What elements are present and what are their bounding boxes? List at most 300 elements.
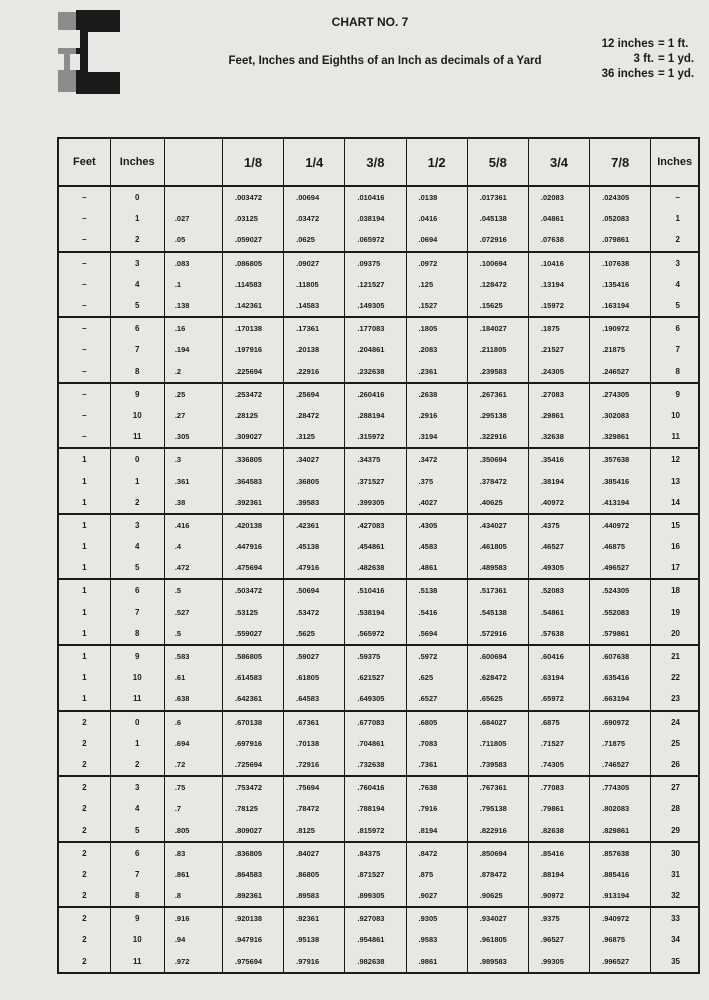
inches-cell: 3 [110, 776, 164, 798]
seven-eighths-cell: .024305 [590, 186, 651, 208]
three-eighths-cell: .538194 [345, 602, 406, 623]
three-quarters-cell: .38194 [528, 470, 589, 491]
seven-eighths-cell: .996527 [590, 951, 651, 973]
feet-cell: 1 [58, 536, 110, 557]
feet-cell: – [58, 426, 110, 448]
inch-decimal-cell: .3 [164, 448, 222, 470]
quarter-cell: .42361 [284, 514, 345, 536]
three-eighths-cell: .621527 [345, 667, 406, 688]
seven-eighths-cell: .21875 [590, 339, 651, 360]
inch-decimal-cell: .2 [164, 361, 222, 383]
inch-decimal-cell: .05 [164, 229, 222, 251]
three-eighths-cell: .038194 [345, 208, 406, 229]
half-cell: .7916 [406, 798, 467, 819]
three-eighths-cell: .510416 [345, 579, 406, 601]
feet-cell: 2 [58, 754, 110, 776]
three-eighths-cell: .954861 [345, 929, 406, 950]
total-inches-cell: 10 [651, 405, 699, 426]
five-eighths-cell: .739583 [467, 754, 528, 776]
quarter-cell: .14583 [284, 295, 345, 317]
total-inches-cell: 29 [651, 819, 699, 841]
inch-decimal-cell: .83 [164, 842, 222, 864]
seven-eighths-cell: .690972 [590, 711, 651, 733]
three-eighths-cell: .760416 [345, 776, 406, 798]
total-inches-cell: 28 [651, 798, 699, 819]
feet-cell: – [58, 229, 110, 251]
table-row [58, 557, 699, 579]
five-eighths-cell: .90625 [467, 885, 528, 907]
inch-decimal-cell: .5 [164, 579, 222, 601]
total-inches-cell: 9 [651, 383, 699, 405]
conversion-right: = 1 ft. [658, 38, 689, 50]
half-cell: .2361 [406, 361, 467, 383]
table-row [58, 405, 699, 426]
inch-decimal-cell: .6 [164, 711, 222, 733]
decimal-yard-table [57, 137, 700, 974]
conversion-left: 36 inches [601, 68, 654, 80]
conversion-right: = 1 yd. [658, 68, 695, 80]
eighth-cell: .03125 [222, 208, 283, 229]
five-eighths-cell: .239583 [467, 361, 528, 383]
five-eighths-cell: .517361 [467, 579, 528, 601]
inches-cell: 0 [110, 448, 164, 470]
eighth-cell: .086805 [222, 252, 283, 274]
seven-eighths-cell: .413194 [590, 492, 651, 514]
feet-cell: 2 [58, 842, 110, 864]
five-eighths-cell: .072916 [467, 229, 528, 251]
total-inches-cell: 18 [651, 579, 699, 601]
eighth-cell: .253472 [222, 383, 283, 405]
table-row [58, 579, 699, 601]
half-cell: .6527 [406, 688, 467, 710]
table-row [58, 602, 699, 623]
inch-decimal-cell: .25 [164, 383, 222, 405]
three-eighths-cell: .815972 [345, 819, 406, 841]
seven-eighths-cell: .246527 [590, 361, 651, 383]
seven-eighths-cell: .885416 [590, 864, 651, 885]
inch-decimal-cell: .61 [164, 667, 222, 688]
three-quarters-cell: .57638 [528, 623, 589, 645]
eighth-cell: .614583 [222, 667, 283, 688]
seven-eighths-cell: .607638 [590, 645, 651, 667]
quarter-cell: .89583 [284, 885, 345, 907]
seven-eighths-cell: .163194 [590, 295, 651, 317]
conversion-row [594, 37, 708, 52]
table-row [58, 295, 699, 317]
three-eighths-cell: .982638 [345, 951, 406, 973]
seven-eighths-cell: .829861 [590, 819, 651, 841]
three-quarters-cell: .40972 [528, 492, 589, 514]
header-seven-eighths: 7/8 [590, 138, 651, 186]
quarter-cell: .03472 [284, 208, 345, 229]
feet-cell: – [58, 361, 110, 383]
conversion-left: 3 ft. [633, 53, 654, 65]
table-body [58, 186, 699, 973]
eighth-cell: .336805 [222, 448, 283, 470]
table-row [58, 885, 699, 907]
quarter-cell: .59027 [284, 645, 345, 667]
inches-cell: 3 [110, 514, 164, 536]
total-inches-cell: 22 [651, 667, 699, 688]
total-inches-cell: 2 [651, 229, 699, 251]
seven-eighths-cell: .107638 [590, 252, 651, 274]
feet-cell: 2 [58, 819, 110, 841]
eighth-cell: .725694 [222, 754, 283, 776]
half-cell: .4027 [406, 492, 467, 514]
eighth-cell: .364583 [222, 470, 283, 491]
three-quarters-cell: .90972 [528, 885, 589, 907]
five-eighths-cell: .934027 [467, 907, 528, 929]
inch-decimal-cell: .38 [164, 492, 222, 514]
three-quarters-cell: .15972 [528, 295, 589, 317]
inches-cell: 6 [110, 842, 164, 864]
eighth-cell: .642361 [222, 688, 283, 710]
total-inches-cell: 13 [651, 470, 699, 491]
seven-eighths-cell: .440972 [590, 514, 651, 536]
inches-cell: 11 [110, 426, 164, 448]
half-cell: .0138 [406, 186, 467, 208]
half-cell: .625 [406, 667, 467, 688]
total-inches-cell: 3 [651, 252, 699, 274]
half-cell: .5972 [406, 645, 467, 667]
eighth-cell: .753472 [222, 776, 283, 798]
half-cell: .1805 [406, 317, 467, 339]
header-one-half: 1/2 [406, 138, 467, 186]
three-eighths-cell: .427083 [345, 514, 406, 536]
three-quarters-cell: .79861 [528, 798, 589, 819]
quarter-cell: .92361 [284, 907, 345, 929]
inches-cell: 4 [110, 536, 164, 557]
inch-decimal-cell: .75 [164, 776, 222, 798]
five-eighths-cell: .100694 [467, 252, 528, 274]
half-cell: .9583 [406, 929, 467, 950]
three-eighths-cell: .84375 [345, 842, 406, 864]
header-blank [164, 138, 222, 186]
three-quarters-cell: .46527 [528, 536, 589, 557]
inches-cell: 10 [110, 929, 164, 950]
table-row [58, 688, 699, 710]
five-eighths-cell: .461805 [467, 536, 528, 557]
seven-eighths-cell: .635416 [590, 667, 651, 688]
eighth-cell: .392361 [222, 492, 283, 514]
inches-cell: 7 [110, 864, 164, 885]
five-eighths-cell: .989583 [467, 951, 528, 973]
inch-decimal-cell [164, 186, 222, 208]
total-inches-cell: 14 [651, 492, 699, 514]
quarter-cell: .61805 [284, 667, 345, 688]
quarter-cell: .5625 [284, 623, 345, 645]
inches-cell: 11 [110, 951, 164, 973]
three-quarters-cell: .6875 [528, 711, 589, 733]
eighth-cell: .197916 [222, 339, 283, 360]
three-quarters-cell: .77083 [528, 776, 589, 798]
inches-cell: 8 [110, 361, 164, 383]
half-cell: .5416 [406, 602, 467, 623]
three-eighths-cell: .09375 [345, 252, 406, 274]
seven-eighths-cell: .46875 [590, 536, 651, 557]
five-eighths-cell: .40625 [467, 492, 528, 514]
five-eighths-cell: .350694 [467, 448, 528, 470]
three-quarters-cell: .04861 [528, 208, 589, 229]
seven-eighths-cell: .052083 [590, 208, 651, 229]
table-header-row [58, 138, 699, 186]
five-eighths-cell: .017361 [467, 186, 528, 208]
inches-cell: 6 [110, 579, 164, 601]
three-eighths-cell: .288194 [345, 405, 406, 426]
table-row [58, 514, 699, 536]
total-inches-cell: 33 [651, 907, 699, 929]
feet-cell: – [58, 252, 110, 274]
total-inches-cell: 16 [651, 536, 699, 557]
inch-decimal-cell: .7 [164, 798, 222, 819]
inches-cell: 4 [110, 798, 164, 819]
inches-cell: 6 [110, 317, 164, 339]
feet-cell: 1 [58, 557, 110, 579]
feet-cell: 2 [58, 864, 110, 885]
total-inches-cell: 11 [651, 426, 699, 448]
seven-eighths-cell: .802083 [590, 798, 651, 819]
feet-cell: 1 [58, 470, 110, 491]
inches-cell: 7 [110, 339, 164, 360]
inch-decimal-cell: .694 [164, 733, 222, 754]
table-row [58, 426, 699, 448]
five-eighths-cell: .850694 [467, 842, 528, 864]
three-quarters-cell: .49305 [528, 557, 589, 579]
three-quarters-cell: .82638 [528, 819, 589, 841]
five-eighths-cell: .684027 [467, 711, 528, 733]
inch-decimal-cell: .083 [164, 252, 222, 274]
header-three-quarters: 3/4 [528, 138, 589, 186]
feet-cell: – [58, 274, 110, 295]
feet-cell: 1 [58, 623, 110, 645]
three-quarters-cell: .96527 [528, 929, 589, 950]
inches-cell: 1 [110, 208, 164, 229]
eighth-cell: .670138 [222, 711, 283, 733]
table-row [58, 776, 699, 798]
half-cell: .8472 [406, 842, 467, 864]
inches-cell: 1 [110, 733, 164, 754]
five-eighths-cell: .267361 [467, 383, 528, 405]
three-quarters-cell: .27083 [528, 383, 589, 405]
table-row [58, 448, 699, 470]
feet-cell: 1 [58, 645, 110, 667]
quarter-cell: .70138 [284, 733, 345, 754]
eighth-cell: .420138 [222, 514, 283, 536]
seven-eighths-cell: .274305 [590, 383, 651, 405]
feet-cell: 2 [58, 733, 110, 754]
table-row [58, 798, 699, 819]
header-five-eighths: 5/8 [467, 138, 528, 186]
inch-decimal-cell: .5 [164, 623, 222, 645]
three-eighths-cell: .371527 [345, 470, 406, 491]
five-eighths-cell: .211805 [467, 339, 528, 360]
inches-cell: 11 [110, 688, 164, 710]
three-eighths-cell: .010416 [345, 186, 406, 208]
seven-eighths-cell: .496527 [590, 557, 651, 579]
table-row [58, 645, 699, 667]
seven-eighths-cell: .71875 [590, 733, 651, 754]
three-eighths-cell: .704861 [345, 733, 406, 754]
three-quarters-cell: .54861 [528, 602, 589, 623]
three-eighths-cell: .927083 [345, 907, 406, 929]
table-row [58, 317, 699, 339]
three-eighths-cell: .34375 [345, 448, 406, 470]
quarter-cell: .8125 [284, 819, 345, 841]
eighth-cell: .28125 [222, 405, 283, 426]
inches-cell: 10 [110, 667, 164, 688]
three-eighths-cell: .565972 [345, 623, 406, 645]
table-row [58, 667, 699, 688]
quarter-cell: .97916 [284, 951, 345, 973]
five-eighths-cell: .878472 [467, 864, 528, 885]
three-quarters-cell: .52083 [528, 579, 589, 601]
inch-decimal-cell: .638 [164, 688, 222, 710]
five-eighths-cell: .65625 [467, 688, 528, 710]
table-row [58, 339, 699, 360]
inch-decimal-cell: .916 [164, 907, 222, 929]
table-row [58, 907, 699, 929]
unit-conversions [594, 37, 708, 82]
feet-cell: – [58, 186, 110, 208]
table-row [58, 929, 699, 950]
five-eighths-cell: .128472 [467, 274, 528, 295]
inch-decimal-cell: .472 [164, 557, 222, 579]
three-quarters-cell: .9375 [528, 907, 589, 929]
half-cell: .7361 [406, 754, 467, 776]
feet-cell: – [58, 317, 110, 339]
feet-cell: 2 [58, 907, 110, 929]
inches-cell: 9 [110, 645, 164, 667]
quarter-cell: .72916 [284, 754, 345, 776]
seven-eighths-cell: .774305 [590, 776, 651, 798]
total-inches-cell: 26 [651, 754, 699, 776]
three-eighths-cell: .454861 [345, 536, 406, 557]
sc-logo-icon [58, 10, 120, 96]
quarter-cell: .36805 [284, 470, 345, 491]
table-row [58, 536, 699, 557]
conversion-right: = 1 yd. [658, 53, 695, 65]
feet-cell: 1 [58, 492, 110, 514]
five-eighths-cell: .961805 [467, 929, 528, 950]
quarter-cell: .11805 [284, 274, 345, 295]
half-cell: .8194 [406, 819, 467, 841]
total-inches-cell: 6 [651, 317, 699, 339]
inches-cell: 5 [110, 557, 164, 579]
three-quarters-cell: .71527 [528, 733, 589, 754]
half-cell: .5138 [406, 579, 467, 601]
chart-number: CHART NO. 7 [331, 15, 409, 29]
eighth-cell: .920138 [222, 907, 283, 929]
three-quarters-cell: .1875 [528, 317, 589, 339]
eighth-cell: .475694 [222, 557, 283, 579]
total-inches-cell: – [651, 186, 699, 208]
feet-cell: 1 [58, 448, 110, 470]
three-quarters-cell: .21527 [528, 339, 589, 360]
inches-cell: 9 [110, 907, 164, 929]
total-inches-cell: 5 [651, 295, 699, 317]
eighth-cell: .892361 [222, 885, 283, 907]
eighth-cell: .142361 [222, 295, 283, 317]
half-cell: .0416 [406, 208, 467, 229]
conversion-row [594, 67, 708, 82]
total-inches-cell: 23 [651, 688, 699, 710]
inch-decimal-cell: .27 [164, 405, 222, 426]
five-eighths-cell: .434027 [467, 514, 528, 536]
eighth-cell: .809027 [222, 819, 283, 841]
feet-cell: 1 [58, 514, 110, 536]
eighth-cell: .947916 [222, 929, 283, 950]
half-cell: .7083 [406, 733, 467, 754]
three-quarters-cell: .60416 [528, 645, 589, 667]
total-inches-cell: 20 [651, 623, 699, 645]
half-cell: .9305 [406, 907, 467, 929]
inch-decimal-cell: .972 [164, 951, 222, 973]
eighth-cell: .697916 [222, 733, 283, 754]
total-inches-cell: 4 [651, 274, 699, 295]
three-eighths-cell: .59375 [345, 645, 406, 667]
half-cell: .9861 [406, 951, 467, 973]
seven-eighths-cell: .385416 [590, 470, 651, 491]
five-eighths-cell: .572916 [467, 623, 528, 645]
half-cell: .875 [406, 864, 467, 885]
three-quarters-cell: .65972 [528, 688, 589, 710]
table-row [58, 229, 699, 251]
inches-cell: 0 [110, 711, 164, 733]
quarter-cell: .28472 [284, 405, 345, 426]
five-eighths-cell: .045138 [467, 208, 528, 229]
total-inches-cell: 21 [651, 645, 699, 667]
seven-eighths-cell: .96875 [590, 929, 651, 950]
seven-eighths-cell: .663194 [590, 688, 651, 710]
header-three-eighths: 3/8 [345, 138, 406, 186]
half-cell: .6805 [406, 711, 467, 733]
inches-cell: 5 [110, 819, 164, 841]
eighth-cell: .53125 [222, 602, 283, 623]
half-cell: .7638 [406, 776, 467, 798]
quarter-cell: .95138 [284, 929, 345, 950]
five-eighths-cell: .184027 [467, 317, 528, 339]
table-row [58, 951, 699, 973]
half-cell: .0694 [406, 229, 467, 251]
feet-cell: 1 [58, 667, 110, 688]
total-inches-cell: 35 [651, 951, 699, 973]
feet-cell: 2 [58, 776, 110, 798]
feet-cell: 1 [58, 602, 110, 623]
half-cell: .9027 [406, 885, 467, 907]
three-eighths-cell: .649305 [345, 688, 406, 710]
quarter-cell: .25694 [284, 383, 345, 405]
inches-cell: 7 [110, 602, 164, 623]
inch-decimal-cell: .527 [164, 602, 222, 623]
inches-cell: 0 [110, 186, 164, 208]
three-quarters-cell: .32638 [528, 426, 589, 448]
table-row [58, 623, 699, 645]
table-row [58, 711, 699, 733]
three-eighths-cell: .732638 [345, 754, 406, 776]
half-cell: .4305 [406, 514, 467, 536]
three-eighths-cell: .899305 [345, 885, 406, 907]
inches-cell: 8 [110, 885, 164, 907]
eighth-cell: .836805 [222, 842, 283, 864]
table-row [58, 864, 699, 885]
three-quarters-cell: .29861 [528, 405, 589, 426]
total-inches-cell: 24 [651, 711, 699, 733]
three-eighths-cell: .482638 [345, 557, 406, 579]
quarter-cell: .00694 [284, 186, 345, 208]
table-row [58, 733, 699, 754]
quarter-cell: .39583 [284, 492, 345, 514]
quarter-cell: .34027 [284, 448, 345, 470]
